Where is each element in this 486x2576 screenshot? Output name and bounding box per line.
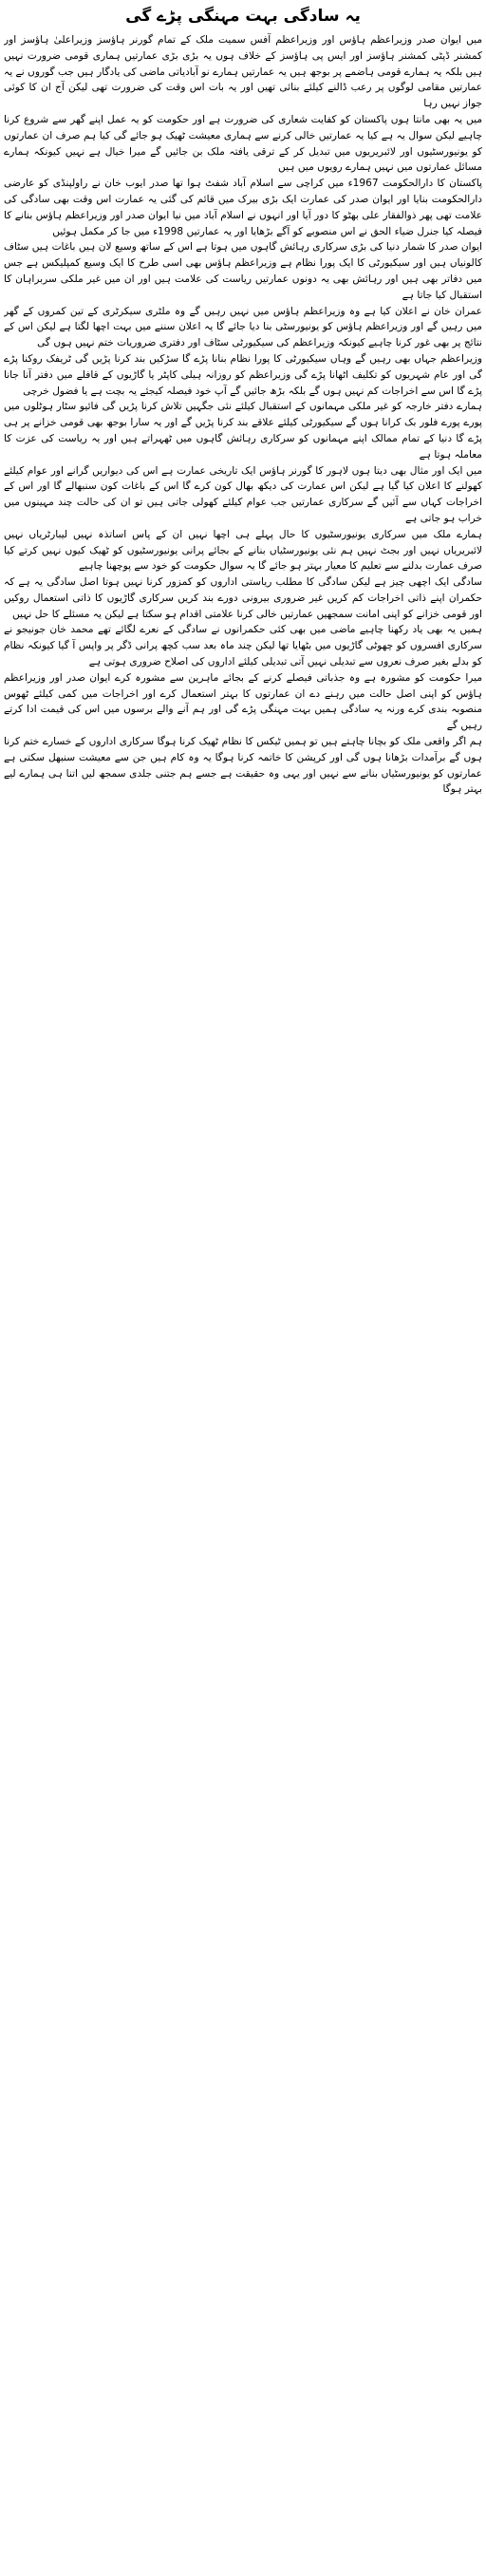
article-paragraph: پاکستان کا دارالحکومت 1967ء میں کراچی سے اسلام آباد شفٹ ہوا تھا صدر ایوب خان نے راولپنڈی کو عارضی دارالحکومت بنایا اور ایوان صدر کی عمارت ایک بڑی بیرک میں قائم کی گئی یہ عمارت اس وقت بھی سادگی کی علامت تھی پھر ذوالفقار علی بھٹو کا دور آیا اور انہوں نے اسلام آباد میں نیا ایوان صدر اور وزیراعظم ہاؤس بنانے کا فیصلہ کیا جنرل ضیاء الحق نے اس منصوبے کو آگے بڑھایا اور یہ عمارتیں 1998ء میں جا کر مکمل ہوئیں	[4, 178, 482, 237]
article-paragraph: ہمارے ملک میں سرکاری یونیورسٹیوں کا حال پہلے ہی اچھا نہیں ان کے پاس اساتذہ نہیں لیبارٹریاں نہیں لائبریریاں نہیں اور بجٹ نہیں ہم نئی یونیورسٹیاں بنانے کے بجائے پرانی یونیورسٹیوں کو ٹھیک کیوں نہیں کرتے کیا صرف عمارت بدلنے سے تعلیم کا معیار بہتر ہو جائے گا یہ سوال حکومت کو خود سے پوچھنا چاہیے	[4, 528, 482, 573]
article-paragraph: ہمیں یہ بھی یاد رکھنا چاہیے ماضی میں بھی کئی حکمرانوں نے سادگی کے نعرے لگائے تھے محمد خان جونیجو نے سرکاری افسروں کو چھوٹی گاڑیوں میں بٹھایا تھا لیکن چند ماہ بعد سب کچھ پرانی ڈگر پر واپس آ گیا کیونکہ نظام کو بدلے بغیر صرف نعروں سے تبدیلی نہیں آتی تبدیلی کیلئے اداروں کی اصلاح ضروری ہوتی ہے	[4, 624, 482, 668]
article-paragraph: میں ایک اور مثال بھی دیتا ہوں لاہور کا گورنر ہاؤس ایک تاریخی عمارت ہے اس کی دیواریں گرانے اور عوام کیلئے کھولنے کا اعلان کیا گیا ہے لیکن اس عمارت کی دیکھ بھال کون کرے گا اس کے باغات کون سنبھالے گا اور اس کے اخراجات کہاں سے آئیں گے سرکاری عمارتیں جب عوام کیلئے کھولی جاتی ہیں تو ان کی حالت چند مہینوں میں خراب ہو جاتی ہے	[4, 464, 482, 524]
article-paragraph: میں ایوان صدر وزیراعظم ہاؤس اور وزیراعظم آفس سمیت ملک کے تمام گورنر ہاؤسز وزیراعلیٰ ہاؤسز اور کمشنر ڈپٹی کمشنر ہاؤسز اور ایس پی ہاؤسز کے خلاف ہوں یہ بڑی بڑی عمارتیں ہماری قومی ضرورت نہیں ہیں بلکہ یہ ہمارے قومی ہاضمے پر بوجھ ہیں یہ عمارتیں ہمارے نو آبادیاتی ماضی کی یادگار ہیں جب گوروں نے یہ عمارتیں مقامی لوگوں پر رعب ڈالنے کیلئے بنائی تھیں اور یہ بات اس وقت کی ضرورت تھی لیکن آج ان کا کوئی جواز نہیں رہا	[4, 34, 482, 110]
article-paragraph: وزیراعظم جہاں بھی رہیں گے وہاں سیکیورٹی کا پورا نظام بنانا پڑے گا سڑکیں بند کرنا پڑیں گی ٹریفک روکنا پڑے گی اور عام شہریوں کو تکلیف اٹھانا پڑے گی وزیراعظم کو روزانہ ہیلی کاپٹر یا گاڑیوں کے قافلے میں دفتر آنا جانا پڑے گا اس سے اخراجات کم نہیں ہوں گے بلکہ بڑھ جائیں گے آپ خود فیصلہ کیجئے یہ بچت ہے یا فضول خرچی	[4, 352, 482, 397]
article-paragraph: ہم اگر واقعی ملک کو بچانا چاہتے ہیں تو ہمیں ٹیکس کا نظام ٹھیک کرنا ہوگا سرکاری اداروں کے خسارے ختم کرنا ہوں گے برآمدات بڑھانا ہوں گی اور کرپشن کا خاتمہ کرنا ہوگا یہ وہ کام ہیں جن سے معیشت سنبھل سکتی ہے عمارتوں کو یونیورسٹیاں بنانے سے نہیں اور یہی وہ حقیقت ہے جسے ہم جتنی جلدی سمجھ لیں اتنا ہی ہمارے لیے بہتر ہوگا	[4, 736, 482, 796]
article	[4, 4, 482, 2572]
article-paragraph: میں یہ بھی مانتا ہوں پاکستان کو کفایت شعاری کی ضرورت ہے اور حکومت کو یہ عمل اپنے گھر سے شروع کرنا چاہیے لیکن سوال یہ ہے کیا یہ عمارتیں خالی کرنے سے ہماری معیشت ٹھیک ہو جائے گی کیا ہم صرف ان عمارتوں کو یونیورسٹیوں اور لائبریریوں میں تبدیل کر کے ترقی یافتہ ملک بن جائیں گے میرا خیال ہے نہیں کیونکہ ہمارے مسائل عمارتوں میں نہیں ہمارے رویوں میں ہیں	[4, 113, 482, 174]
article-paragraph: ایوان صدر کا شمار دنیا کی بڑی سرکاری رہائش گاہوں میں ہوتا ہے اس کے ساتھ وسیع لان ہیں باغات ہیں سٹاف کالونیاں ہیں اور سیکیورٹی کا ایک پورا نظام ہے وزیراعظم ہاؤس بھی اسی طرح کا ایک وسیع کمپلیکس ہے جس میں دفاتر بھی ہیں اور رہائش بھی یہ دونوں عمارتیں ریاست کی علامت ہیں اور ان میں غیر ملکی سربراہان کا استقبال کیا جاتا ہے	[4, 241, 482, 301]
article-paragraph: میرا حکومت کو مشورہ ہے وہ جذباتی فیصلے کرنے کے بجائے ماہرین سے مشورہ کرے ایوان صدر اور وزیراعظم ہاؤس کو اپنی اصل حالت میں رہنے دے ان عمارتوں کا بہتر استعمال کرے اور اخراجات میں کمی کیلئے ٹھوس منصوبہ بندی کرے ورنہ یہ سادگی ہمیں بہت مہنگی پڑے گی اور ہم آنے والے برسوں میں اس کی قیمت ادا کرتے رہیں گے	[4, 671, 482, 732]
article-body	[4, 32, 482, 798]
article-paragraph: عمران خان نے اعلان کیا ہے وہ وزیراعظم ہاؤس میں نہیں رہیں گے وہ ملٹری سیکرٹری کے تین کمروں کے گھر میں رہیں گے اور وزیراعظم ہاؤس کو یونیورسٹی بنا دیا جائے گا یہ اعلان سننے میں بہت اچھا لگتا ہے لیکن اس کے نتائج پر بھی غور کرنا چاہیے کیونکہ وزیراعظم کی سیکیورٹی سٹاف اور دفتری ضروریات ختم نہیں ہوں گی	[4, 305, 482, 349]
article-paragraph: ہمارے دفتر خارجہ کو غیر ملکی مہمانوں کے استقبال کیلئے نئی جگہیں تلاش کرنا پڑیں گی فائیو سٹار ہوٹلوں میں پورے پورے فلور بک کرانا ہوں گے سیکیورٹی کیلئے علاقے بند کرنا پڑیں گے اور یہ سارا بوجھ بھی قومی خزانے پر ہی پڑے گا دنیا کے تمام ممالک اپنے مہمانوں کو سرکاری رہائش گاہوں میں ٹھہراتے ہیں اور یہ ریاست کی عزت کا معاملہ ہوتا ہے	[4, 401, 482, 461]
article-paragraph: سادگی ایک اچھی چیز ہے لیکن سادگی کا مطلب ریاستی اداروں کو کمزور کرنا نہیں ہوتا اصل سادگی یہ ہے کہ حکمران اپنے ذاتی اخراجات کم کریں غیر ضروری بیرونی دورے بند کریں سرکاری گاڑیوں کا ذاتی استعمال روکیں اور قومی خزانے کو اپنی امانت سمجھیں عمارتیں خالی کرنا علامتی اقدام ہو سکتا ہے لیکن یہ مسئلے کا حل نہیں	[4, 576, 482, 620]
article-headline: یہ سادگی بہت مہنگی پڑے گی	[125, 7, 361, 26]
